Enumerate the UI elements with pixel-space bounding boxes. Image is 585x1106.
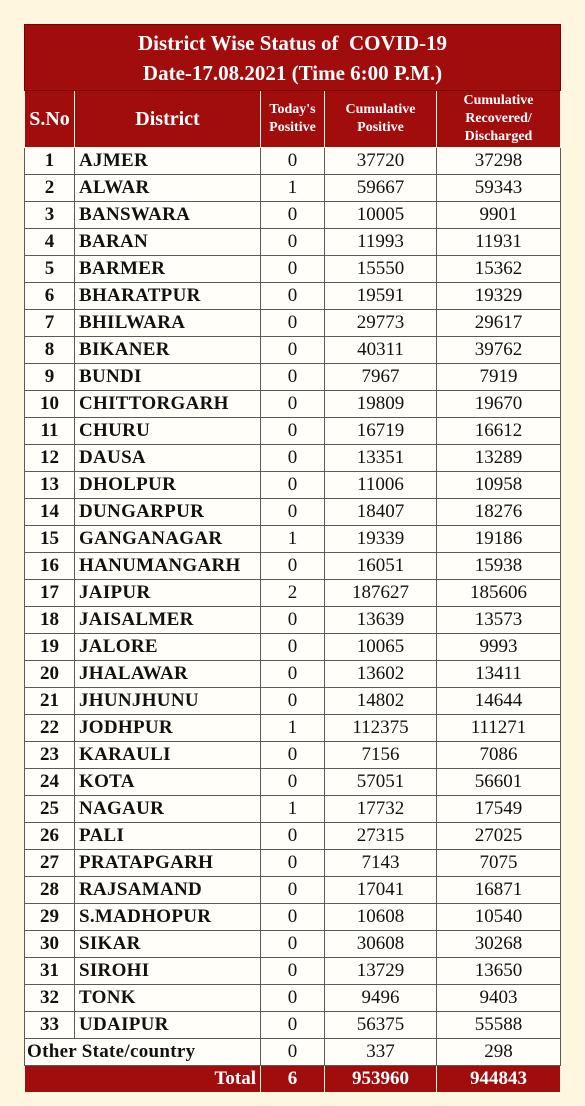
district-rows — [25, 148, 561, 1039]
row-cumulative-recovered: 19670 — [437, 391, 561, 418]
header-sno: S.No — [25, 91, 75, 148]
header-cumulative-positive — [325, 91, 437, 148]
row-cumulative-positive: 14802 — [325, 688, 437, 715]
header-todays-positive — [261, 91, 325, 148]
row-district: GANGANAGAR — [75, 526, 261, 553]
other-today: 0 — [261, 1039, 325, 1066]
row-todays-positive: 0 — [261, 985, 325, 1012]
row-cumulative-positive: 16051 — [325, 553, 437, 580]
row-todays-positive: 0 — [261, 1012, 325, 1039]
row-sno: 29 — [25, 904, 75, 931]
total-today: 6 — [261, 1066, 325, 1093]
row-cumulative-recovered: 17549 — [437, 796, 561, 823]
row-cumulative-positive: 187627 — [325, 580, 437, 607]
row-cumulative-recovered: 9403 — [437, 985, 561, 1012]
table-row — [25, 256, 561, 283]
row-sno: 3 — [25, 202, 75, 229]
table-row — [25, 553, 561, 580]
table-row — [25, 661, 561, 688]
row-sno: 20 — [25, 661, 75, 688]
other-cum-recovered: 298 — [437, 1039, 561, 1066]
row-cumulative-positive: 13602 — [325, 661, 437, 688]
row-cumulative-positive: 37720 — [325, 148, 437, 175]
row-sno: 18 — [25, 607, 75, 634]
row-sno: 14 — [25, 499, 75, 526]
row-sno: 11 — [25, 418, 75, 445]
table-row — [25, 310, 561, 337]
row-cumulative-positive: 13729 — [325, 958, 437, 985]
row-cumulative-positive: 40311 — [325, 337, 437, 364]
row-district: TONK — [75, 985, 261, 1012]
row-district: BIKANER — [75, 337, 261, 364]
row-cumulative-recovered: 18276 — [437, 499, 561, 526]
row-district: NAGAUR — [75, 796, 261, 823]
row-sno: 26 — [25, 823, 75, 850]
row-cumulative-positive: 29773 — [325, 310, 437, 337]
row-district: PRATAPGARH — [75, 850, 261, 877]
table-row — [25, 742, 561, 769]
row-cumulative-recovered: 13650 — [437, 958, 561, 985]
row-cumulative-recovered: 15362 — [437, 256, 561, 283]
row-district: RAJSAMAND — [75, 877, 261, 904]
row-sno: 28 — [25, 877, 75, 904]
title-date-line: Date-17.08.2021 (Time 6:00 P.M.) — [142, 60, 443, 85]
row-cumulative-recovered: 13573 — [437, 607, 561, 634]
row-district: DUNGARPUR — [75, 499, 261, 526]
row-district: JAISALMER — [75, 607, 261, 634]
row-sno: 32 — [25, 985, 75, 1012]
row-sno: 7 — [25, 310, 75, 337]
row-district: BARMER — [75, 256, 261, 283]
row-cumulative-positive: 19591 — [325, 283, 437, 310]
district-status-table — [24, 24, 561, 1093]
row-sno: 19 — [25, 634, 75, 661]
table-row — [25, 229, 561, 256]
row-todays-positive: 0 — [261, 499, 325, 526]
table-row — [25, 985, 561, 1012]
row-sno: 1 — [25, 148, 75, 175]
row-sno: 9 — [25, 364, 75, 391]
row-sno: 31 — [25, 958, 75, 985]
row-cumulative-positive: 7143 — [325, 850, 437, 877]
row-district: KARAULI — [75, 742, 261, 769]
row-district: JHUNJHUNU — [75, 688, 261, 715]
row-todays-positive: 0 — [261, 877, 325, 904]
row-district: JODHPUR — [75, 715, 261, 742]
total-cum-recovered: 944843 — [437, 1066, 561, 1093]
row-todays-positive: 0 — [261, 310, 325, 337]
row-cumulative-positive: 7156 — [325, 742, 437, 769]
row-sno: 6 — [25, 283, 75, 310]
row-cumulative-positive: 57051 — [325, 769, 437, 796]
row-sno: 2 — [25, 175, 75, 202]
row-cumulative-recovered: 13289 — [437, 445, 561, 472]
covid-status-sheet — [24, 24, 560, 1093]
row-district: KOTA — [75, 769, 261, 796]
column-header-row — [25, 91, 561, 148]
table-row — [25, 580, 561, 607]
row-todays-positive: 0 — [261, 445, 325, 472]
table-row — [25, 526, 561, 553]
row-cumulative-positive: 59667 — [325, 175, 437, 202]
row-district: S.MADHOPUR — [75, 904, 261, 931]
row-district: BARAN — [75, 229, 261, 256]
row-cumulative-positive: 11993 — [325, 229, 437, 256]
row-cumulative-positive: 15550 — [325, 256, 437, 283]
table-row — [25, 175, 561, 202]
table-row — [25, 499, 561, 526]
row-sno: 16 — [25, 553, 75, 580]
total-cum-positive: 953960 — [325, 1066, 437, 1093]
row-todays-positive: 0 — [261, 472, 325, 499]
row-district: DAUSA — [75, 445, 261, 472]
header-cum-rec-line-2: Recovered/ — [465, 111, 532, 126]
row-todays-positive: 0 — [261, 391, 325, 418]
row-cumulative-recovered: 55588 — [437, 1012, 561, 1039]
row-sno: 15 — [25, 526, 75, 553]
header-cum-pos-line-1: Cumulative — [345, 102, 416, 117]
row-district: PALI — [75, 823, 261, 850]
header-cumulative-recovered — [437, 91, 561, 148]
row-todays-positive: 0 — [261, 769, 325, 796]
row-cumulative-positive: 17041 — [325, 877, 437, 904]
row-todays-positive: 1 — [261, 526, 325, 553]
table-row — [25, 148, 561, 175]
row-cumulative-recovered: 185606 — [437, 580, 561, 607]
row-todays-positive: 0 — [261, 661, 325, 688]
row-todays-positive: 1 — [261, 796, 325, 823]
row-todays-positive: 0 — [261, 256, 325, 283]
row-district: HANUMANGARH — [75, 553, 261, 580]
row-todays-positive: 0 — [261, 850, 325, 877]
table-row — [25, 283, 561, 310]
row-todays-positive: 0 — [261, 283, 325, 310]
table-row — [25, 445, 561, 472]
row-cumulative-recovered: 59343 — [437, 175, 561, 202]
row-cumulative-recovered: 16871 — [437, 877, 561, 904]
table-row — [25, 391, 561, 418]
row-cumulative-recovered: 19186 — [437, 526, 561, 553]
other-cum-positive: 337 — [325, 1039, 437, 1066]
table-row — [25, 337, 561, 364]
table-row — [25, 472, 561, 499]
row-district: ALWAR — [75, 175, 261, 202]
row-cumulative-recovered: 10540 — [437, 904, 561, 931]
row-todays-positive: 0 — [261, 229, 325, 256]
table-row — [25, 1012, 561, 1039]
row-cumulative-recovered: 29617 — [437, 310, 561, 337]
row-cumulative-positive: 10005 — [325, 202, 437, 229]
row-cumulative-recovered: 14644 — [437, 688, 561, 715]
row-cumulative-recovered: 27025 — [437, 823, 561, 850]
row-todays-positive: 0 — [261, 634, 325, 661]
row-district: DHOLPUR — [75, 472, 261, 499]
row-cumulative-positive: 13639 — [325, 607, 437, 634]
row-cumulative-recovered: 56601 — [437, 769, 561, 796]
row-cumulative-positive: 17732 — [325, 796, 437, 823]
header-today-line-1: Today's — [269, 102, 316, 117]
row-cumulative-positive: 11006 — [325, 472, 437, 499]
row-cumulative-recovered: 11931 — [437, 229, 561, 256]
table-row — [25, 877, 561, 904]
row-cumulative-recovered: 7075 — [437, 850, 561, 877]
row-cumulative-positive: 27315 — [325, 823, 437, 850]
header-cum-rec-line-3: Discharged — [464, 129, 533, 144]
row-cumulative-recovered: 16612 — [437, 418, 561, 445]
other-state-row — [25, 1039, 561, 1066]
table-row — [25, 634, 561, 661]
row-district: CHITTORGARH — [75, 391, 261, 418]
row-sno: 24 — [25, 769, 75, 796]
row-cumulative-recovered: 9901 — [437, 202, 561, 229]
row-district: BHARATPUR — [75, 283, 261, 310]
row-todays-positive: 0 — [261, 958, 325, 985]
row-sno: 22 — [25, 715, 75, 742]
row-sno: 21 — [25, 688, 75, 715]
table-row — [25, 796, 561, 823]
row-cumulative-positive: 7967 — [325, 364, 437, 391]
row-todays-positive: 1 — [261, 175, 325, 202]
row-sno: 25 — [25, 796, 75, 823]
table-title — [25, 25, 561, 91]
row-district: BUNDI — [75, 364, 261, 391]
row-cumulative-positive: 10065 — [325, 634, 437, 661]
row-cumulative-recovered: 37298 — [437, 148, 561, 175]
row-cumulative-recovered: 15938 — [437, 553, 561, 580]
table-row — [25, 769, 561, 796]
row-cumulative-recovered: 111271 — [437, 715, 561, 742]
row-todays-positive: 0 — [261, 742, 325, 769]
row-todays-positive: 0 — [261, 823, 325, 850]
row-cumulative-positive: 56375 — [325, 1012, 437, 1039]
row-cumulative-positive: 16719 — [325, 418, 437, 445]
row-district: AJMER — [75, 148, 261, 175]
row-cumulative-positive: 19339 — [325, 526, 437, 553]
row-todays-positive: 0 — [261, 148, 325, 175]
table-row — [25, 715, 561, 742]
row-sno: 27 — [25, 850, 75, 877]
row-cumulative-positive: 10608 — [325, 904, 437, 931]
row-sno: 10 — [25, 391, 75, 418]
row-sno: 8 — [25, 337, 75, 364]
row-todays-positive: 0 — [261, 337, 325, 364]
row-sno: 17 — [25, 580, 75, 607]
row-cumulative-positive: 18407 — [325, 499, 437, 526]
row-todays-positive: 1 — [261, 715, 325, 742]
row-cumulative-recovered: 10958 — [437, 472, 561, 499]
row-cumulative-positive: 13351 — [325, 445, 437, 472]
total-label: Total — [25, 1066, 261, 1093]
row-sno: 23 — [25, 742, 75, 769]
row-cumulative-recovered: 39762 — [437, 337, 561, 364]
row-todays-positive: 0 — [261, 364, 325, 391]
row-district: JALORE — [75, 634, 261, 661]
row-cumulative-recovered: 13411 — [437, 661, 561, 688]
row-sno: 12 — [25, 445, 75, 472]
table-row — [25, 607, 561, 634]
row-district: UDAIPUR — [75, 1012, 261, 1039]
table-row — [25, 931, 561, 958]
row-sno: 13 — [25, 472, 75, 499]
row-district: SIKAR — [75, 931, 261, 958]
row-district: JAIPUR — [75, 580, 261, 607]
row-cumulative-recovered: 9993 — [437, 634, 561, 661]
other-state-label: Other State/country — [25, 1039, 261, 1066]
row-todays-positive: 0 — [261, 607, 325, 634]
row-cumulative-positive: 9496 — [325, 985, 437, 1012]
table-row — [25, 823, 561, 850]
table-row — [25, 688, 561, 715]
row-district: SIROHI — [75, 958, 261, 985]
row-district: BANSWARA — [75, 202, 261, 229]
row-cumulative-recovered: 7919 — [437, 364, 561, 391]
row-todays-positive: 0 — [261, 202, 325, 229]
row-cumulative-positive: 19809 — [325, 391, 437, 418]
row-sno: 5 — [25, 256, 75, 283]
row-cumulative-recovered: 7086 — [437, 742, 561, 769]
table-row — [25, 904, 561, 931]
row-sno: 30 — [25, 931, 75, 958]
row-cumulative-positive: 30608 — [325, 931, 437, 958]
table-row — [25, 364, 561, 391]
table-row — [25, 202, 561, 229]
row-sno: 4 — [25, 229, 75, 256]
row-sno: 33 — [25, 1012, 75, 1039]
row-district: JHALAWAR — [75, 661, 261, 688]
header-cum-pos-line-2: Positive — [357, 120, 404, 135]
row-cumulative-recovered: 30268 — [437, 931, 561, 958]
table-row — [25, 418, 561, 445]
table-row — [25, 958, 561, 985]
header-today-line-2: Positive — [269, 120, 316, 135]
row-district: BHILWARA — [75, 310, 261, 337]
row-todays-positive: 0 — [261, 904, 325, 931]
header-cum-rec-line-1: Cumulative — [463, 93, 534, 108]
row-district: CHURU — [75, 418, 261, 445]
header-district: District — [75, 91, 261, 148]
table-row — [25, 850, 561, 877]
row-todays-positive: 0 — [261, 418, 325, 445]
title-line-1: District Wise Status of COVID-19 — [138, 30, 447, 55]
row-cumulative-positive: 112375 — [325, 715, 437, 742]
row-cumulative-recovered: 19329 — [437, 283, 561, 310]
row-todays-positive: 0 — [261, 688, 325, 715]
row-todays-positive: 2 — [261, 580, 325, 607]
row-todays-positive: 0 — [261, 931, 325, 958]
row-todays-positive: 0 — [261, 553, 325, 580]
total-row — [25, 1066, 561, 1093]
